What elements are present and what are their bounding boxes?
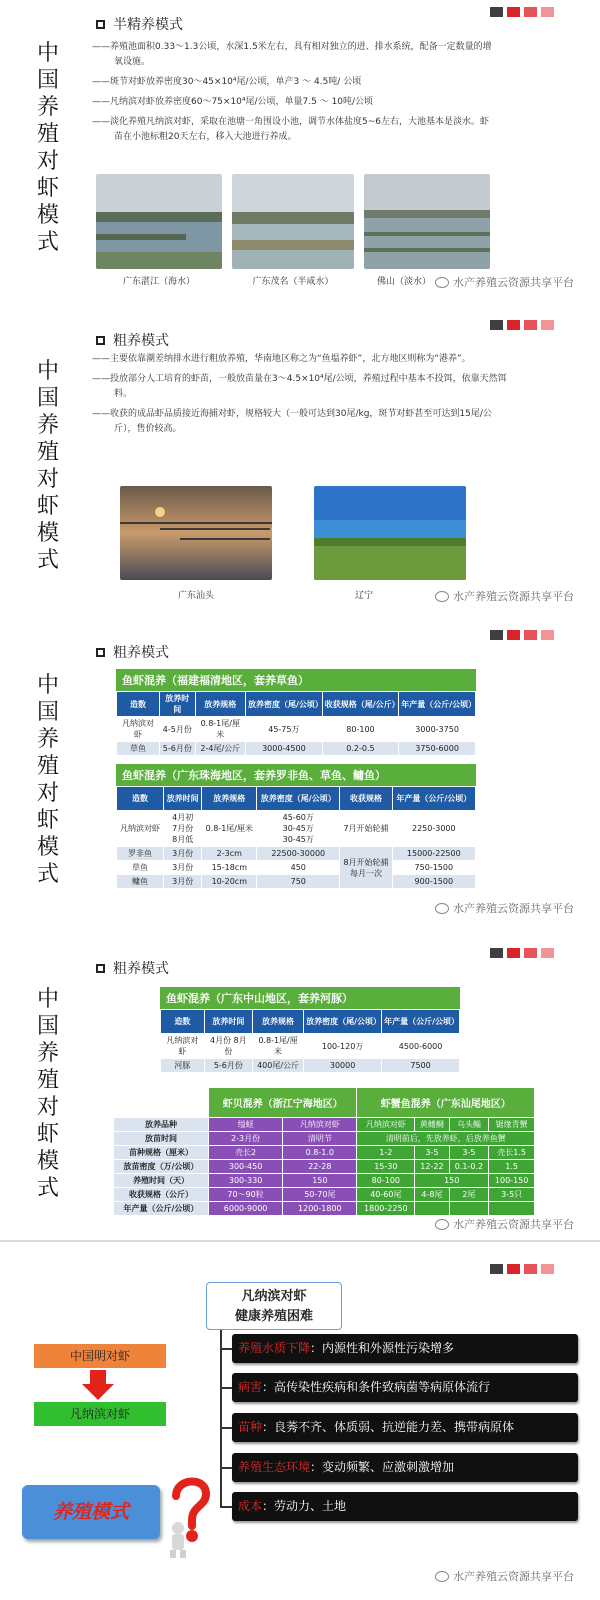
cell: 1-2 xyxy=(357,1146,415,1160)
watermark-text: 水产养殖云资源共享平台 xyxy=(453,902,574,915)
table-row xyxy=(161,1034,460,1059)
heading-text: 半精养模式 xyxy=(113,17,183,33)
cell: 3000-4500 xyxy=(246,742,323,756)
vtitle-char: 中 xyxy=(36,359,59,384)
vtitle-char: 殖 xyxy=(36,122,59,147)
table-row xyxy=(117,717,476,742)
table-title: 鱼虾混养（广东珠海地区，套养罗非鱼、草鱼、鳙鱼） xyxy=(116,764,476,786)
vtitle-char: 模 xyxy=(36,1149,59,1174)
difficulty-text: ：高传染性疾病和条件致病菌等病原体流行 xyxy=(262,1380,491,1394)
table-zhongshan xyxy=(160,987,460,1073)
vtitle-char: 殖 xyxy=(36,440,59,465)
vertical-title xyxy=(34,40,62,256)
difficulty-text: ：良莠不齐、体质弱、抗逆能力差、携带病原体 xyxy=(262,1420,515,1434)
difficulty-text: ：内源性和外源性污染增多 xyxy=(310,1341,455,1355)
cell: 15-18cm xyxy=(202,861,257,875)
watermark-text: 水产养殖云资源共享平台 xyxy=(453,590,574,603)
cell: 80-100 xyxy=(357,1174,415,1188)
checkbox-icon xyxy=(96,336,105,345)
watermark xyxy=(435,588,574,604)
cell: 4月份 8月份 xyxy=(204,1034,252,1059)
mode-badge xyxy=(22,1485,160,1539)
table-fuqing xyxy=(116,669,476,756)
cell-line: 7月份 xyxy=(172,824,194,833)
cell: 0.8-1尾/厘米 xyxy=(202,811,257,847)
cell: 清明节 xyxy=(283,1132,357,1146)
cell-line: 30-45万 xyxy=(282,824,314,833)
vertical-title xyxy=(34,986,62,1202)
tree-root-line: 健康养殖困难 xyxy=(234,1309,313,1324)
cell: 15-30 xyxy=(357,1160,415,1174)
cell: 草鱼 xyxy=(117,861,164,875)
vtitle-char: 国 xyxy=(36,1014,59,1039)
cell: 2-4尾/公斤 xyxy=(195,742,245,756)
cell xyxy=(340,847,392,889)
heading-text: 粗养模式 xyxy=(113,961,169,977)
vtitle-char: 虾 xyxy=(36,494,59,519)
cell xyxy=(449,1202,489,1216)
table-row xyxy=(117,847,476,861)
cell: 缢蛏 xyxy=(208,1118,282,1132)
cell: 15000-22500 xyxy=(392,847,475,861)
cell: 300-450 xyxy=(208,1160,282,1174)
tree-branch xyxy=(220,1348,232,1350)
cell: 0.2-0.5 xyxy=(322,742,398,756)
table-row xyxy=(117,742,476,756)
heading-text: 粗养模式 xyxy=(113,333,169,349)
cell: 22500-30000 xyxy=(257,847,340,861)
cell: 凡纳滨对虾 xyxy=(357,1118,415,1132)
watermark xyxy=(435,1216,574,1232)
difficulty-key: 养殖水质下降 xyxy=(238,1341,311,1355)
cell: 0.8-1.0 xyxy=(283,1146,357,1160)
cell: 750 xyxy=(257,875,340,889)
decor-squares xyxy=(490,948,554,958)
cell: 150 xyxy=(415,1174,489,1188)
cell: 3-5 xyxy=(415,1146,449,1160)
cell: 3-5 xyxy=(449,1146,489,1160)
difficulty-key: 成本 xyxy=(238,1499,263,1513)
bullet: ——主要依靠潮差纳排水进行粗放养殖，华南地区称之为“鱼塭养虾”，北方地区则称为“港养”。 xyxy=(92,354,471,364)
cell: 3月份 xyxy=(163,861,202,875)
bullet: ——淡化养殖凡纳滨对虾，采取在池塘一角围设小池，调节水体盐度5~6左右，大池基本是淡水。虾苗在小池标粗20天左右，移入大池进行养成。 xyxy=(92,117,489,142)
cell: 70～90粒 xyxy=(208,1188,282,1202)
cell xyxy=(163,811,202,847)
photo-pond-maoming xyxy=(232,174,354,269)
decor-squares xyxy=(490,320,554,330)
difficulty-text: ：劳动力、土地 xyxy=(262,1499,347,1513)
difficulty-item xyxy=(232,1413,578,1442)
table-row xyxy=(117,811,476,847)
cell-line: 8月开始轮捕 xyxy=(343,857,389,867)
col-header: 放养时间 xyxy=(204,1010,252,1034)
vtitle-char: 养 xyxy=(36,413,59,438)
cell: 0.8-1尾/厘米 xyxy=(195,717,245,742)
cell: 2250-3000 xyxy=(392,811,475,847)
cell: 80-100 xyxy=(322,717,398,742)
decor-squares xyxy=(490,630,554,640)
vtitle-char: 式 xyxy=(36,862,59,887)
cell: 鳙鱼 xyxy=(117,875,164,889)
cell: 凡纳滨对虾 xyxy=(117,717,160,742)
cell: 3750-6000 xyxy=(399,742,476,756)
cell: 750-1500 xyxy=(392,861,475,875)
photo-caption: 佛山（淡水） xyxy=(376,277,431,287)
section-heading xyxy=(96,642,169,662)
cell: 3-5只 xyxy=(489,1188,535,1202)
difficulty-item xyxy=(232,1453,578,1482)
slide-semi-intensive xyxy=(0,0,600,306)
wechat-icon xyxy=(435,277,449,288)
col-header: 造数 xyxy=(117,787,164,811)
cell: 400尾/公斤 xyxy=(252,1059,303,1073)
vtitle-char: 国 xyxy=(36,68,59,93)
cell: 3月份 xyxy=(163,847,202,861)
cell xyxy=(415,1202,449,1216)
cell: 清明前后，先放养虾，后放养鱼蟹 xyxy=(357,1132,535,1146)
heading-text: 粗养模式 xyxy=(113,645,169,661)
tree-branch xyxy=(220,1387,232,1389)
cell: 150 xyxy=(283,1174,357,1188)
row-label: 放苗时间 xyxy=(114,1132,209,1146)
cell: 100-120万 xyxy=(304,1034,382,1059)
photo-caption: 广东茂名（半咸水） xyxy=(252,277,334,287)
decor-squares xyxy=(490,7,554,17)
watermark-text: 水产养殖云资源共享平台 xyxy=(453,276,574,289)
bullet: ——投放部分人工培育的虾苗，一般放苗量在3～4.5×10⁴尾/公顷，养殖过程中基本不投饵，依靠天然饵料。 xyxy=(92,374,507,399)
watermark-text: 水产养殖云资源共享平台 xyxy=(453,1218,574,1231)
vtitle-char: 模 xyxy=(36,521,59,546)
decor-squares xyxy=(490,1264,554,1274)
vtitle-char: 对 xyxy=(36,467,59,492)
checkbox-icon xyxy=(96,20,105,29)
table-row xyxy=(117,875,476,889)
col-header: 放养密度（尾/公顷） xyxy=(257,787,340,811)
difficulty-item xyxy=(232,1492,578,1521)
bullet: ——凡纳滨对虾放养密度60～75×10⁴尾/公顷，单量7.5 ～ 10吨/公顷 xyxy=(92,97,374,107)
cell-line: 45-60万 xyxy=(282,813,314,822)
vtitle-char: 殖 xyxy=(36,754,59,779)
vtitle-char: 虾 xyxy=(36,808,59,833)
bullet: ——养殖池面积0.33～1.3公顷，水深1.5米左右，具有相对独立的进、排水系统，配备一定数量的增氧设施。 xyxy=(92,42,492,67)
vertical-title xyxy=(34,672,62,888)
cell: 锯缘青蟹 xyxy=(489,1118,535,1132)
cell: 4-8尾 xyxy=(415,1188,449,1202)
cell: 450 xyxy=(257,861,340,875)
cell: 5-6月份 xyxy=(160,742,196,756)
table-row xyxy=(117,861,476,875)
section-heading xyxy=(96,14,183,34)
cell: 22-28 xyxy=(283,1160,357,1174)
vtitle-char: 对 xyxy=(36,1095,59,1120)
slide-difficulties xyxy=(0,1240,600,1600)
tree-root-line: 凡纳滨对虾 xyxy=(241,1289,307,1304)
col-header: 放养时间 xyxy=(163,787,202,811)
cell: 草鱼 xyxy=(117,742,160,756)
photo-caption: 辽宁 xyxy=(354,591,373,601)
blank-cell xyxy=(114,1088,209,1118)
vtitle-char: 养 xyxy=(36,95,59,120)
row-label: 放养品种 xyxy=(114,1118,209,1132)
wechat-icon xyxy=(435,1571,449,1582)
difficulty-item xyxy=(232,1334,578,1363)
vtitle-char: 模 xyxy=(36,203,59,228)
cell-line: 30-45万 xyxy=(282,835,314,844)
col-header: 放养密度（尾/公顷） xyxy=(304,1010,382,1034)
bullet-list xyxy=(92,40,492,150)
cell: 10-20cm xyxy=(202,875,257,889)
cell: 7月开始轮捕 xyxy=(340,811,392,847)
row-label: 养殖时间（天） xyxy=(114,1174,209,1188)
vtitle-char: 模 xyxy=(36,835,59,860)
flow-box-old-species: 中国明对虾 xyxy=(34,1344,166,1368)
slide-extensive xyxy=(0,306,600,622)
cell: 凡纳滨对虾 xyxy=(117,811,164,847)
cell: 黄鳍鲷 xyxy=(415,1118,449,1132)
cell xyxy=(489,1202,535,1216)
cell: 50-70尾 xyxy=(283,1188,357,1202)
photo-caption: 广东汕头 xyxy=(177,591,214,601)
cell: 罗非鱼 xyxy=(117,847,164,861)
cell: 壳长2 xyxy=(208,1146,282,1160)
table-mixed-culture xyxy=(113,1087,535,1216)
difficulty-key: 病害 xyxy=(238,1380,263,1394)
col-header: 放养规格 xyxy=(202,787,257,811)
col-header: 放养时间 xyxy=(160,692,196,717)
vtitle-char: 对 xyxy=(36,781,59,806)
col-header: 年产量（公斤/公顷） xyxy=(392,787,475,811)
cell: 3月份 xyxy=(163,875,202,889)
tree-branch xyxy=(220,1506,232,1508)
difficulty-key: 苗种 xyxy=(238,1420,263,1434)
col-header: 年产量（公斤/公顷） xyxy=(382,1010,460,1034)
col-header: 年产量（公斤/公顷） xyxy=(399,692,476,717)
photo-pond-zhanjiang xyxy=(96,174,222,269)
col-header: 造数 xyxy=(161,1010,205,1034)
watermark xyxy=(435,900,574,916)
wechat-icon xyxy=(435,903,449,914)
table-zhuhai xyxy=(116,764,476,889)
watermark-text: 水产养殖云资源共享平台 xyxy=(453,1570,574,1583)
cell: 4500-6000 xyxy=(382,1034,460,1059)
cell: 5-6月份 xyxy=(204,1059,252,1073)
cell-line: 每月一次 xyxy=(350,868,383,878)
vtitle-char: 国 xyxy=(36,386,59,411)
watermark xyxy=(435,274,574,290)
tree-branch xyxy=(220,1427,232,1429)
section-heading xyxy=(96,958,169,978)
cell xyxy=(257,811,340,847)
cell: 7500 xyxy=(382,1059,460,1073)
row-label: 苗种规格（厘米） xyxy=(114,1146,209,1160)
group-header: 虾贝混养（浙江宁海地区） xyxy=(208,1088,357,1118)
cell: 壳长1.5 xyxy=(489,1146,535,1160)
col-header: 放养密度（尾/公顷） xyxy=(246,692,323,717)
cell: 300-330 xyxy=(208,1174,282,1188)
cell: 30000 xyxy=(304,1059,382,1073)
vtitle-char: 中 xyxy=(36,673,59,698)
vtitle-char: 中 xyxy=(36,987,59,1012)
question-figure-icon xyxy=(166,1474,214,1558)
cell: 河豚 xyxy=(161,1059,205,1073)
table-title: 鱼虾混养（广东中山地区，套养河豚） xyxy=(160,987,460,1009)
flow-box-new-species: 凡纳滨对虾 xyxy=(34,1402,166,1426)
wechat-icon xyxy=(435,1219,449,1230)
group-header: 虾蟹鱼混养（广东汕尾地区） xyxy=(357,1088,535,1118)
cell: 1200-1800 xyxy=(283,1202,357,1216)
vtitle-char: 殖 xyxy=(36,1068,59,1093)
checkbox-icon xyxy=(96,964,105,973)
difficulty-key: 养殖生态环境 xyxy=(238,1460,311,1474)
cell: 2尾 xyxy=(449,1188,489,1202)
photo-liaoning xyxy=(314,486,466,580)
vtitle-char: 虾 xyxy=(36,1122,59,1147)
cell: 3000-3750 xyxy=(399,717,476,742)
cell: 900-1500 xyxy=(392,875,475,889)
cell: 6000-9000 xyxy=(208,1202,282,1216)
cell: 12-22 xyxy=(415,1160,449,1174)
photo-pond-foshan xyxy=(364,174,490,269)
arrow-down-icon xyxy=(82,1370,114,1400)
vtitle-char: 式 xyxy=(36,230,59,255)
tree-root xyxy=(206,1282,342,1330)
cell: 2-3cm xyxy=(202,847,257,861)
col-header: 放养规格 xyxy=(195,692,245,717)
cell-line: 8月低 xyxy=(172,835,194,844)
difficulty-text: ：变动频繁、应激刺激增加 xyxy=(310,1460,455,1474)
cell: 100-150 xyxy=(489,1174,535,1188)
cell: 4-5月份 xyxy=(160,717,196,742)
cell: 2-3月份 xyxy=(208,1132,282,1146)
photo-shantou xyxy=(120,486,272,580)
vtitle-char: 养 xyxy=(36,1041,59,1066)
cell: 乌头鲻 xyxy=(449,1118,489,1132)
col-header: 放养规格 xyxy=(252,1010,303,1034)
mode-badge-text: 养殖模式 xyxy=(52,1501,129,1523)
wechat-icon xyxy=(435,591,449,602)
bullet: ——收获的成品虾品质接近海捕对虾，规格较大（一般可达到30尾/kg，斑节对虾甚至可达到15尾/公斤），售价较高。 xyxy=(92,409,492,434)
cell: 凡纳滨对虾 xyxy=(161,1034,205,1059)
vtitle-char: 式 xyxy=(36,548,59,573)
vtitle-char: 虾 xyxy=(36,176,59,201)
tree-trunk xyxy=(220,1330,222,1508)
cell: 1800-2250 xyxy=(357,1202,415,1216)
vtitle-char: 式 xyxy=(36,1176,59,1201)
slide-fish-shrimp-polyculture xyxy=(0,622,600,940)
slide-polyculture-2 xyxy=(0,940,600,1240)
difficulty-item xyxy=(232,1373,578,1402)
table-row xyxy=(161,1059,460,1073)
row-label: 年产量（公斤/公顷） xyxy=(114,1202,209,1216)
col-header: 收获规格（尾/公斤） xyxy=(322,692,398,717)
cell: 0.1-0.2 xyxy=(449,1160,489,1174)
cell: 1.5 xyxy=(489,1160,535,1174)
cell: 45-75万 xyxy=(246,717,323,742)
tree-branch xyxy=(220,1467,232,1469)
section-heading xyxy=(96,330,169,350)
photo-caption: 广东湛江（海水） xyxy=(122,277,195,287)
row-label: 放苗密度（万/公顷） xyxy=(114,1160,209,1174)
vtitle-char: 养 xyxy=(36,727,59,752)
cell: 0.8-1尾/厘米 xyxy=(252,1034,303,1059)
cell: 40-60尾 xyxy=(357,1188,415,1202)
cell: 凡纳滨对虾 xyxy=(283,1118,357,1132)
vertical-title xyxy=(34,358,62,574)
table-title: 鱼虾混养（福建福清地区，套养草鱼） xyxy=(116,669,476,691)
col-header: 造数 xyxy=(117,692,160,717)
row-label: 收获规格（公斤） xyxy=(114,1188,209,1202)
checkbox-icon xyxy=(96,648,105,657)
vtitle-char: 对 xyxy=(36,149,59,174)
col-header: 收获规格 xyxy=(340,787,392,811)
bullet-list xyxy=(92,352,510,442)
vtitle-char: 国 xyxy=(36,700,59,725)
watermark xyxy=(435,1568,574,1584)
cell-line: 4月初 xyxy=(172,813,194,822)
vtitle-char: 中 xyxy=(36,41,59,66)
bullet: ——斑节对虾放养密度30～45×10⁴尾/公顷，单产3 ～ 4.5吨/ 公顷 xyxy=(92,77,362,87)
